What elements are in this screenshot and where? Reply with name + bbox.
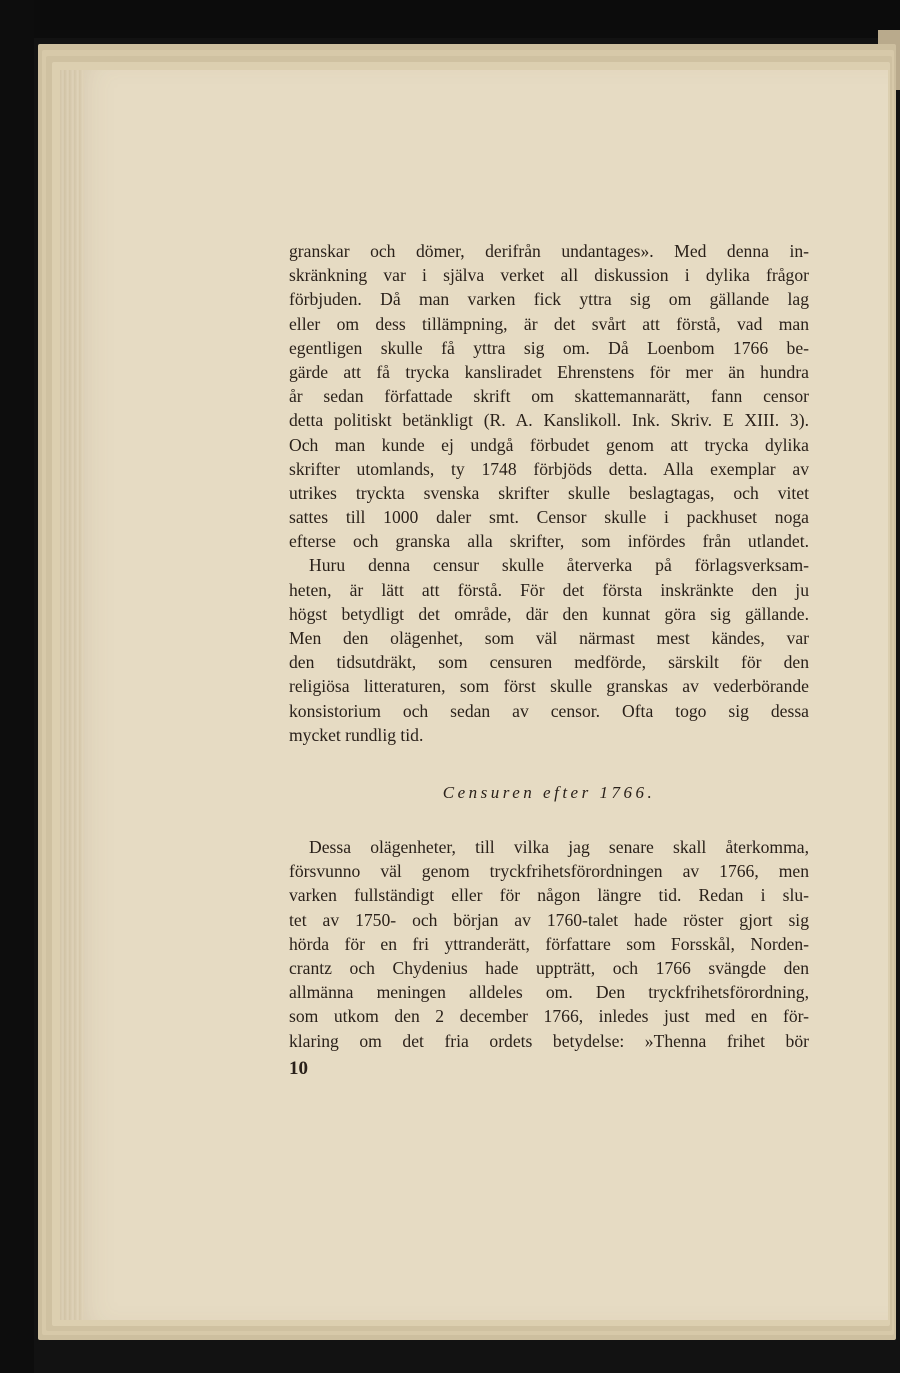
text-line: Och man kunde ej undgå förbudet genom att trycka dylika [289,434,809,455]
text-line: crantz och Chydenius hade uppträtt, och 1766 svängde den [289,957,809,978]
text-line: granskar och dömer, derifrån undantages». Med denna in- [289,241,809,261]
text-line: heten, är lätt att förstå. För det första inskränkte den ju [289,579,809,600]
text-line: som utkom den 2 december 1766, inledes just med en för- [289,1006,809,1027]
page-gutter-shadow [60,70,84,1320]
text-line: Men den olägenhet, som väl närmast mest kändes, var [289,628,809,648]
text-line: högst betydligt det område, där den kunnat göra sig gällande. [289,603,809,624]
text-line: utrikes tryckta svenska skrifter skulle beslagtagas, och vitet [289,482,809,503]
text-line: Huru denna censur skulle återverka på förlagsverksam- [309,555,809,576]
text-line: förbjuden. Då man varken fick yttra sig om gällande lag [289,289,809,310]
text-line: hörda för en fri yttranderätt, författare som Forsskål, Norden- [289,933,809,954]
text-line: Dessa olägenheter, till vilka jag senare skall återkomma, [309,837,809,857]
text-line: detta politiskt betänkligt (R. A. Kanslikoll. Ink. Skriv. E XIII. 3). [289,410,809,431]
scan-background-top [0,0,900,38]
text-line: eller om dess tillämpning, är det svårt att förstå, vad man [289,313,809,334]
text-line: sattes till 1000 daler smt. Censor skulle i packhuset noga [289,507,809,528]
text-line: tet av 1750- och början av 1760-talet hade röster gjort sig [289,909,809,930]
page-number: 10 [289,1058,308,1079]
text-line: skränkning var i själva verket all diskussion i dylika frågor [289,265,809,286]
text-line: den tidsutdräkt, som censuren medförde, särskilt för den [289,652,809,673]
text-line: efterse och granska alla skrifter, som infördes från utlandet. [289,531,809,552]
text-line: allmänna meningen alldeles om. Den tryckfrihetsförordning, [289,982,809,1003]
scan-background-left [0,0,34,1373]
text-line: försvunno väl genom tryckfrihetsförordningen av 1766, men [289,861,809,882]
text-line: varken fullständigt eller för någon längre tid. Redan i slu- [289,885,809,906]
text-line: år sedan författade skrift om skattemannarätt, fann censor [289,386,809,407]
text-line: klaring om det fria ordets betydelse: »Thenna frihet bör [289,1030,809,1051]
body-text-bottom [289,835,809,1053]
text-line: mycket rundlig tid. [289,724,424,745]
text-line: skrifter utomlands, ty 1748 förbjöds detta. Alla exemplar av [289,458,809,479]
text-line: religiösa litteraturen, som först skulle granskas av vederbörande [289,676,809,697]
section-heading: Censuren efter 1766. [442,783,656,802]
body-text-top [289,239,809,747]
text-line: egentligen skulle få yttra sig om. Då Loenbom 1766 be- [289,337,809,358]
text-line: gärde att få trycka kansliradet Ehrenstens för mer än hundra [289,361,809,382]
text-line: konsistorium och sedan av censor. Ofta togo sig dessa [289,700,809,721]
